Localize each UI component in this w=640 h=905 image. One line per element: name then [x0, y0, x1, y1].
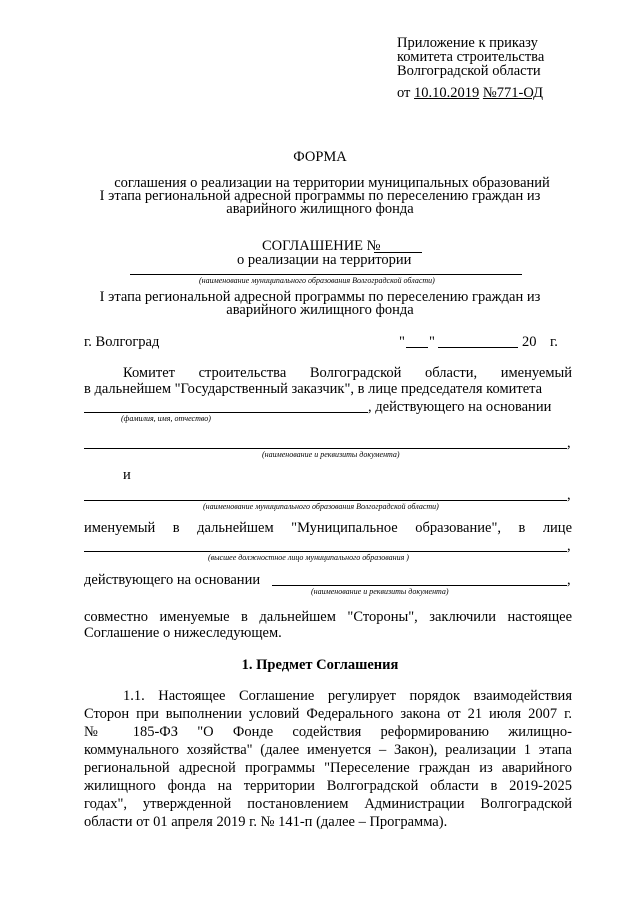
and-word: и [123, 467, 131, 483]
p1-line-3-tail: , действующего на основании [368, 399, 552, 415]
section-1-line-7: годах", утвержденной постановлением Администрации Волгоградской [84, 796, 572, 812]
city: г. Волгоград [84, 334, 160, 350]
section-1-line-5: региональной адресной программы "Переселение граждан из аварийного [84, 760, 572, 776]
day-blank [406, 347, 428, 348]
agreement-subtitle: о реализации на территории [237, 252, 412, 268]
header-line-3: Волгоградской области [397, 63, 541, 79]
section-1-line-8: области от 01 апреля 2019 г. № 141-п (далее – Программа). [84, 814, 448, 830]
section-1-line-6: жилищного фонда на территории Волгоградской области в 2019-2025 [84, 778, 572, 794]
named-line: именуемый в дальнейшем "Муниципальное образование", в лице [84, 520, 573, 536]
caption-official: (высшее должностное лицо муниципального образования ) [208, 553, 409, 562]
comma-1: , [567, 435, 571, 451]
section-1-line-2: Сторон при выполнении условий Федерального закона от 21 июля 2007 г. [84, 706, 572, 722]
comma-3: , [567, 538, 571, 554]
p1-line-1: Комитет строительства Волгоградской области, именуемый [123, 365, 573, 381]
section-1-line-4: коммунального хозяйства" (далее именуется – Закон), реализации 1 этапа [84, 742, 572, 758]
form-subtitle-line-3: аварийного жилищного фонда [226, 201, 414, 217]
order-number: №771-ОД [482, 85, 543, 101]
section-1-line-3: № 185-ФЗ "О Фонде содействия реформированию жилищно- [84, 724, 572, 740]
header-line-1: Приложение к приказу [397, 35, 538, 51]
section-1-line-1: 1.1. Настоящее Соглашение регулирует порядок взаимодействия [123, 688, 572, 704]
document-blank-line-1 [84, 448, 567, 449]
p1-line-2: в дальнейшем "Государственный заказчик", в лице председателя комитета [84, 381, 543, 397]
form-subtitle-line-2: I этапа региональной адресной программы по переселению граждан из [99, 188, 541, 204]
caption-document-1: (наименование и реквизиты документа) [262, 450, 400, 459]
year-suffix: г. [550, 334, 558, 350]
agreement-title-text: СОГЛАШЕНИЕ № [262, 238, 381, 254]
month-blank [438, 347, 518, 348]
municipality-blank-line-2 [84, 500, 567, 501]
order-prefix: от [397, 85, 411, 101]
form-subtitle-line-1: соглашения о реализации на территории муниципальных образований [114, 175, 550, 191]
acting-basis: действующего на основании [84, 572, 261, 588]
caption-document-2: (наименование и реквизиты документа) [311, 587, 449, 596]
fio-blank-line [84, 412, 368, 413]
date-close-quote: " [429, 334, 435, 350]
caption-municipality: (наименование муниципального образования Волгоградской области) [199, 276, 435, 285]
joint-line-1: совместно именуемые в дальнейшем "Стороны", заключили настоящее [84, 609, 573, 625]
order-date-number [397, 86, 543, 101]
section-1-title: 1. Предмет Соглашения [241, 657, 399, 673]
joint-line-2: Соглашение о нижеследующем. [84, 625, 282, 641]
document-blank-line-2 [272, 585, 567, 586]
caption-municipality-2: (наименование муниципального образования Волгоградской области) [203, 502, 439, 511]
municipality-blank-line [130, 274, 522, 275]
header-line-2: комитета строительства [397, 49, 545, 65]
comma-4: , [567, 572, 571, 588]
order-date: 10.10.2019 [414, 85, 480, 101]
official-blank-line [84, 551, 567, 552]
year-prefix: 20 [522, 334, 537, 350]
program-line-2: аварийного жилищного фонда [226, 302, 414, 318]
caption-fio: (фамилия, имя, отчество) [121, 414, 211, 423]
comma-2: , [567, 487, 571, 503]
order-reference-block [397, 36, 544, 78]
program-line-1: I этапа региональной адресной программы по переселению граждан из [99, 289, 541, 305]
date-open-quote: " [399, 334, 405, 350]
form-title: ФОРМА [293, 149, 347, 165]
